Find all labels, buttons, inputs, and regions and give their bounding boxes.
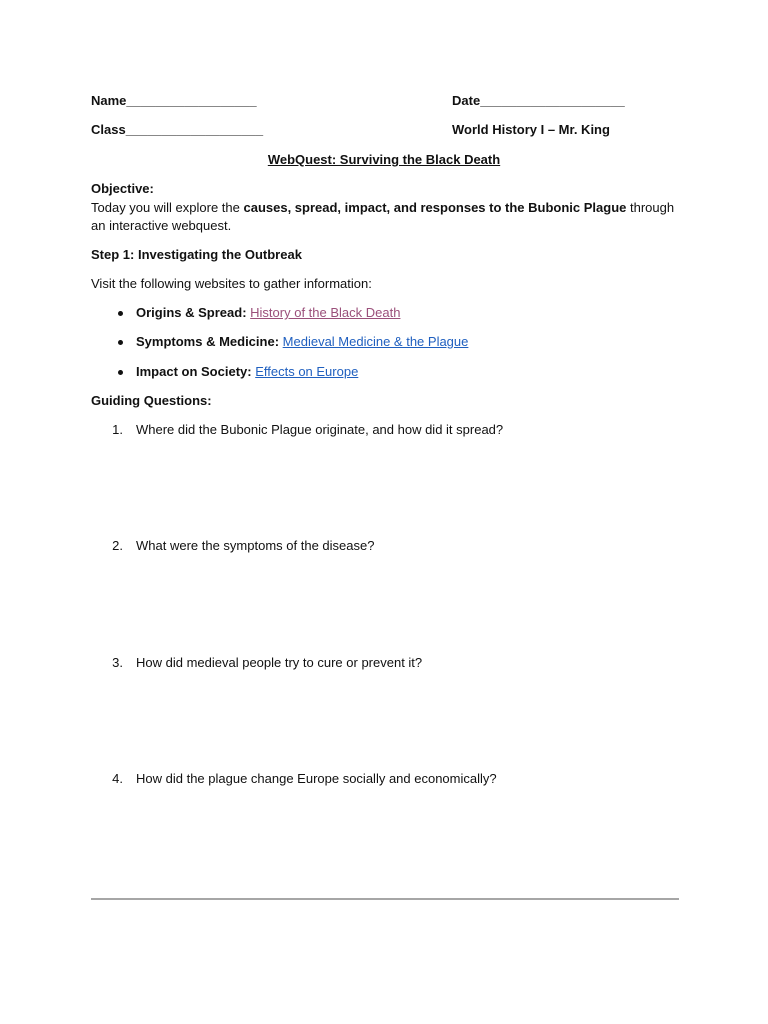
class-field <box>91 122 263 137</box>
class-blank: ___________________ <box>125 122 264 137</box>
page-divider <box>91 898 679 900</box>
link-item-symptoms <box>136 334 468 349</box>
link-label: Origins & Spread: <box>136 305 247 320</box>
page-title: WebQuest: Surviving the Black Death <box>267 152 501 167</box>
date-field <box>452 93 625 108</box>
history-black-death-link[interactable]: History of the Black Death <box>250 305 401 320</box>
bullet-icon <box>118 311 123 316</box>
link-item-impact <box>136 364 358 379</box>
objective-text-before: Today you will explore the <box>91 200 244 215</box>
effects-on-europe-link[interactable]: Effects on Europe <box>255 364 359 379</box>
step1-intro: Visit the following websites to gather information: <box>91 276 372 291</box>
question-number: 3. <box>112 655 123 670</box>
date-blank: ____________________ <box>480 93 625 108</box>
bullet-icon <box>118 370 123 375</box>
course-label: World History I – Mr. King <box>452 122 610 137</box>
objective-text <box>91 199 681 235</box>
date-label: Date <box>452 93 481 108</box>
question-number: 1. <box>112 422 123 437</box>
question-text: How did medieval people try to cure or prevent it? <box>136 655 423 670</box>
guiding-heading: Guiding Questions: <box>91 393 212 408</box>
bullet-icon <box>118 340 123 345</box>
objective-text-bold: causes, spread, impact, and responses to the Bubonic Plague <box>243 200 627 215</box>
objective-text-after: through an interactive webquest. <box>91 200 675 233</box>
question-number: 2. <box>112 538 123 553</box>
question-text: How did the plague change Europe socially and economically? <box>136 771 497 786</box>
class-label: Class <box>91 122 126 137</box>
link-label: Impact on Society: <box>136 364 252 379</box>
question-number: 4. <box>112 771 123 786</box>
question-text: What were the symptoms of the disease? <box>136 538 375 553</box>
link-label: Symptoms & Medicine: <box>136 334 280 349</box>
name-label: Name <box>91 93 127 108</box>
step1-heading: Step 1: Investigating the Outbreak <box>91 247 302 262</box>
name-blank: __________________ <box>126 93 257 108</box>
link-item-origins <box>136 305 400 320</box>
objective-heading: Objective: <box>91 181 154 196</box>
medieval-medicine-link[interactable]: Medieval Medicine & the Plague <box>282 334 469 349</box>
question-text: Where did the Bubonic Plague originate, and how did it spread? <box>136 422 504 437</box>
name-field <box>91 93 257 108</box>
